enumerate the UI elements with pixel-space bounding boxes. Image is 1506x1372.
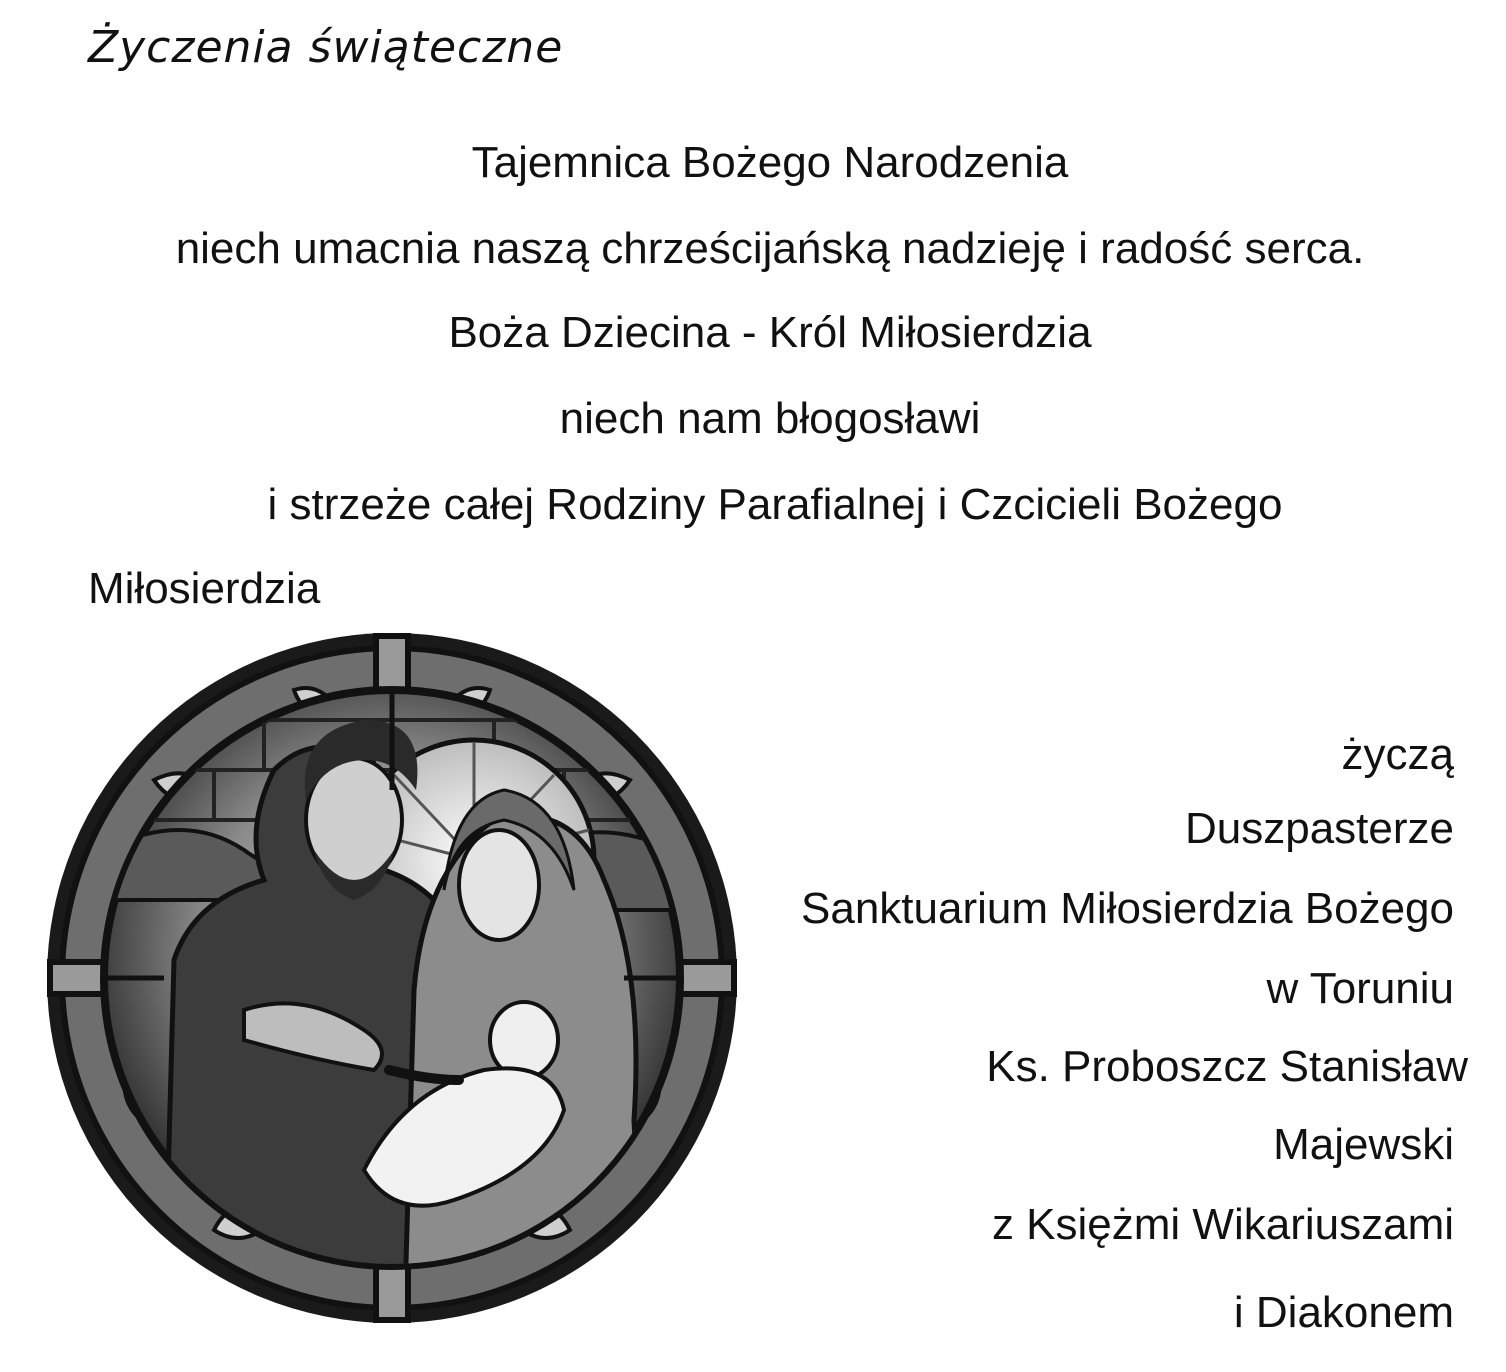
wish-line-2: niech umacnia naszą chrześcijańską nadzieję i radość serca.: [175, 224, 1365, 273]
wish-line-6: Miłosierdzia: [88, 564, 321, 613]
signature-line-6: Majewski: [1273, 1120, 1454, 1169]
holy-family-stained-glass-icon: [44, 630, 740, 1326]
wish-line-4: niech nam błogosławi: [559, 394, 981, 443]
wish-line-3: Boża Dziecina - Król Miłosierdzia: [448, 308, 1092, 357]
page-title: Życzenia świąteczne: [88, 22, 564, 73]
signature-line-2: Duszpasterze: [1184, 804, 1454, 853]
signature-line-8: i Diakonem: [1233, 1288, 1454, 1337]
signature-line-4: w Toruniu: [1266, 964, 1454, 1013]
signature-line-5: Ks. Proboszcz Stanisław: [986, 1042, 1468, 1091]
signature-line-1: życzą: [1341, 730, 1454, 779]
wish-line-5: i strzeże całej Rodziny Parafialnej i Czcicieli Bożego: [267, 480, 1283, 529]
wish-line-1: Tajemnica Bożego Narodzenia: [471, 138, 1069, 187]
signature-line-7: z Księżmi Wikariuszami: [991, 1200, 1454, 1249]
signature-line-3: Sanktuarium Miłosierdzia Bożego: [801, 884, 1454, 933]
